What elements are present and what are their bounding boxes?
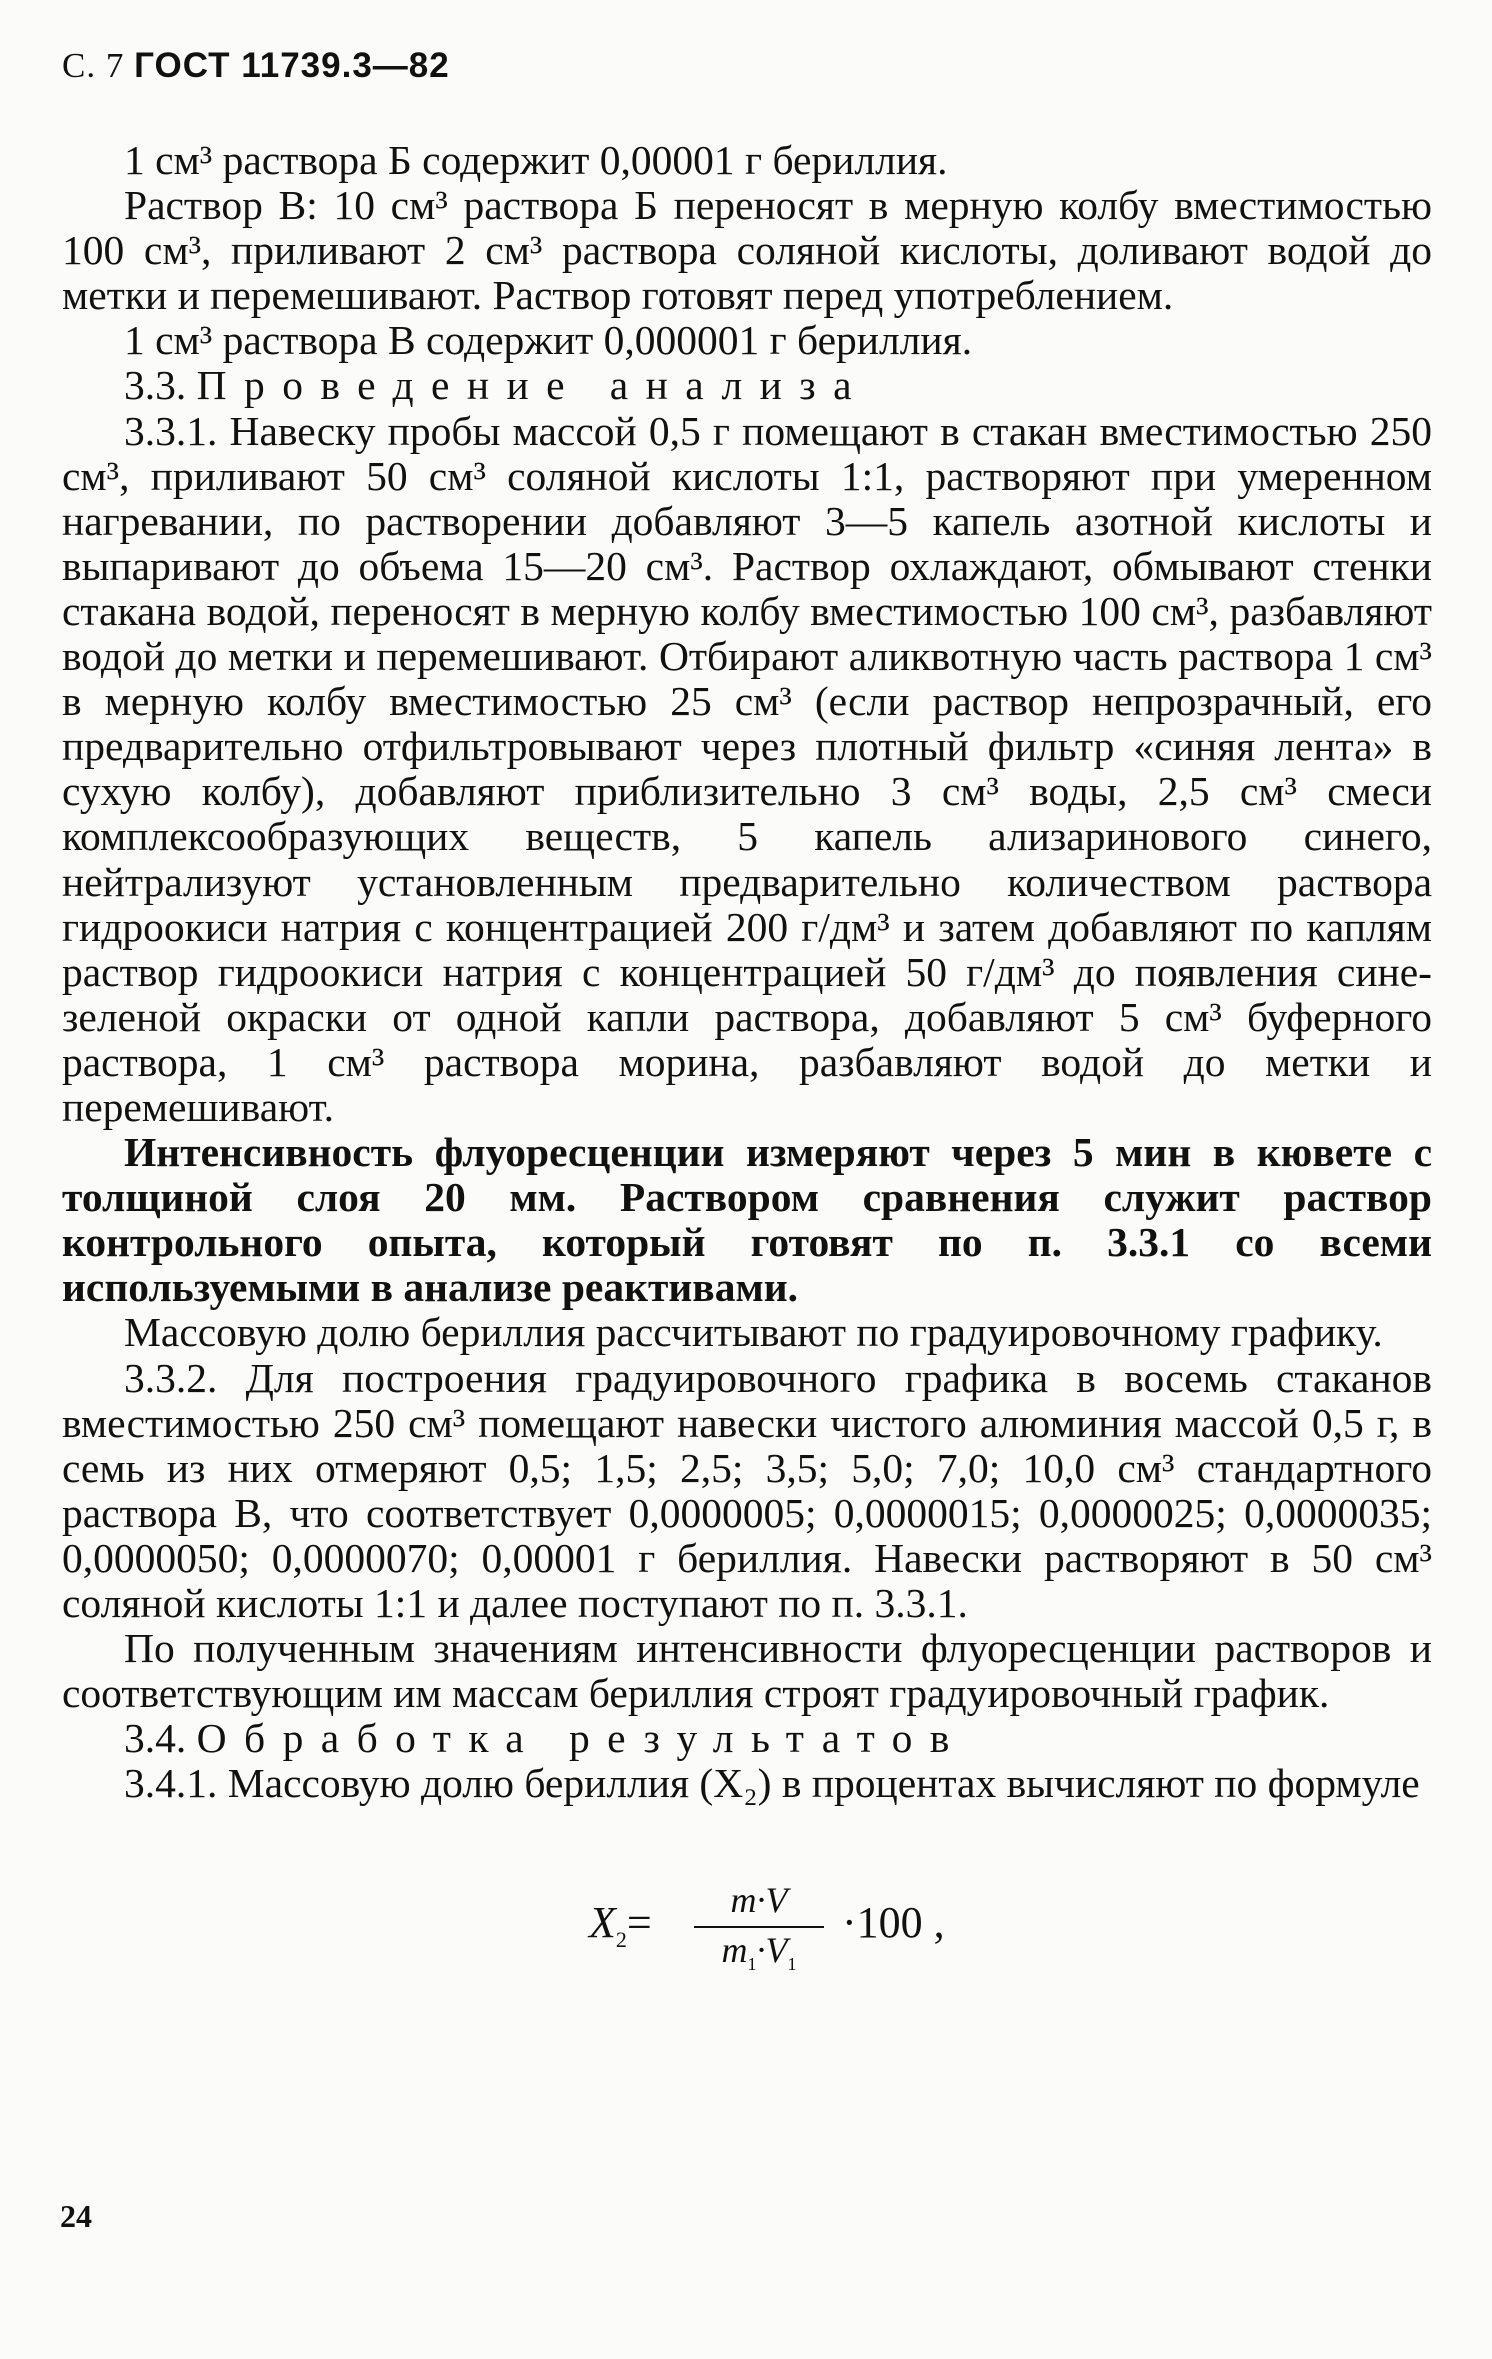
- paragraph-3-4-1: 3.4.1. Массовую долю бериллия (X₂) в процентах вычисляют по формуле: [124, 1760, 1420, 1807]
- paragraph-graph: По полученным значениям интенсивности флуоресценции растворов и соответствующим им массам бериллия строят градуировочный график.: [62, 1625, 1432, 1717]
- page-number: 24: [60, 2198, 92, 2234]
- section-title: Обработка результатов: [196, 1715, 967, 1762]
- formula-fraction: [694, 1878, 824, 1986]
- formula-lhs: $X_2=$: [589, 1898, 652, 1953]
- paragraph-mass: Массовую долю бериллия рассчитывают по градуировочному графику.: [124, 1309, 1383, 1356]
- standard-code: ГОСТ 11739.3—82: [134, 46, 450, 85]
- paragraph-3-3-1: 3.3.1. Навеску пробы массой 0,5 г помещают в стакан вместимостью 250 см³, приливают 50 см³ соляной кислоты 1:1, растворяют при умеренном нагревании, по растворении добавляют 3—5 капель азотной кислоты и выпаривают до объема 15—20 см³. Раствор охлаждают, обмывают стенки стакана водой, переносят в мерную колбу вместимостью 100 см³, разбавляют водой до метки и перемешивают. Отбирают аликвотную часть раствора 1 см³ в мерную колбу вместимостью 25 см³ (если раствор непрозрачный, его предварительно отфильтровывают через плотный фильтр «синяя лента» в сухую колбу), добавляют приблизительно 3 см³ воды, 2,5 см³ смеси комплексообразующих веществ, 5 капель ализаринового синего, нейтрализуют установленным предварительно количеством раствора гидроокиси натрия с концентрацией 200 г/дм³ и затем добавляют по каплям раствор гидроокиси натрия с концентрацией 50 г/дм³ до появления сине-зеленой окраски от одной капли раствора, добавляют 5 см³ буферного раствора, 1 см³ раствора морина, разбавляют водой до метки и перемешивают.: [62, 407, 1432, 1130]
- section-number: 3.4.: [124, 1715, 187, 1762]
- formula-denominator: $m_1\cdot V_1$: [721, 1929, 797, 1974]
- section-number: 3.3.: [124, 362, 187, 409]
- formula: [62, 1878, 1432, 1988]
- paragraph: 1 см³ раствора Б содержит 0,00001 г бериллия.: [124, 137, 948, 183]
- paragraph-intensity: Интенсивность флуоресценции измеряют через 5 мин в кювете с толщиной слоя 20 мм. Раствором сравнения служит раствор контрольного опыта, который готовят по п. 3.3.1 со всеми используемыми в анализе реактивами.: [62, 1129, 1432, 1311]
- formula-multiplier: ·100 ,: [842, 1898, 945, 1948]
- document-body: [62, 138, 1432, 1988]
- paragraph-3-3-2: 3.3.2. Для построения градуировочного графика в восемь стаканов вместимостью 250 см³ помещают навески чистого алюминия массой 0,5 г, в семь из них отмеряют 0,5; 1,5; 2,5; 3,5; 5,0; 7,0; 10,0 см³ стандартного раствора В, что соответствует 0,0000005; 0,0000015; 0,0000025; 0,0000035; 0,0000050; 0,0000070; 0,00001 г бериллия. Навески растворяют в 50 см³ соляной кислоты 1:1 и далее поступают по п. 3.3.1.: [62, 1354, 1432, 1626]
- page-header: [62, 46, 450, 86]
- section-title: Проведение анализа: [196, 362, 869, 409]
- section-heading-3-3: [62, 363, 1432, 408]
- paragraph: Раствор В: 10 см³ раствора Б переносят в мерную колбу вместимостью 100 см³, приливают 2 см³ раствора соляной кислоты, доливают водой до метки и перемешивают. Раствор готовят перед употреблением.: [62, 182, 1432, 319]
- formula-numerator: m·V: [694, 1878, 824, 1927]
- section-heading-3-4: [62, 1716, 1432, 1761]
- page-label: С. 7: [62, 46, 125, 85]
- paragraph: 1 см³ раствора В содержит 0,000001 г бериллия.: [124, 317, 973, 364]
